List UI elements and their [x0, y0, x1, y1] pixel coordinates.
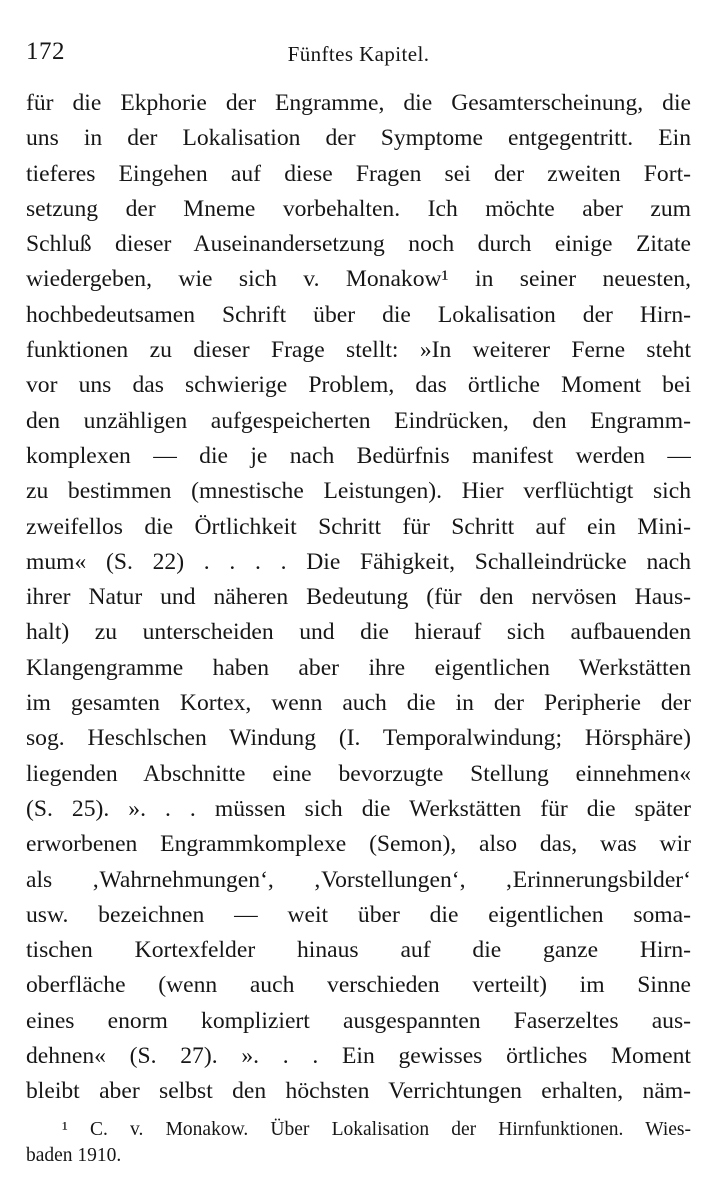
text-line: bleibt aber selbst den höchsten Verrichtungen erhalten, näm- [26, 1078, 691, 1105]
text-line: im gesamten Kortex, wenn auch die in der Peripherie der [26, 690, 691, 717]
text-line: zu bestimmen (mnestische Leistungen). Hier verflüchtigt sich [26, 478, 691, 505]
footnote-line: ¹ C. v. Monakow. Über Lokalisation der Hirnfunktionen. Wies- [62, 1119, 691, 1140]
page-header [26, 38, 691, 70]
text-line: für die Ekphorie der Engramme, die Gesamterscheinung, die [26, 90, 691, 116]
text-line: den unzähligen aufgespeicherten Eindrücken, den Engramm- [26, 407, 691, 434]
text-line: tieferes Eingehen auf diese Fragen sei der zweiten Fort- [26, 160, 691, 187]
text-line: ihrer Natur und näheren Bedeutung (für den nervösen Haus- [26, 584, 691, 611]
text-line: zweifellos die Örtlichkeit Schritt für Schritt auf ein Mini- [26, 513, 691, 540]
text-line: erworbenen Engrammkomplexe (Semon), also das, was wir [26, 831, 691, 858]
page-number: 172 [26, 38, 65, 65]
text-line: eines enorm kompliziert ausgespannten Faserzeltes aus- [26, 1007, 691, 1034]
text-line: dehnen« (S. 27). ». . . Ein gewisses örtliches Moment [26, 1043, 691, 1070]
text-line: tischen Kortexfelder hinaus auf die ganze Hirn- [26, 937, 691, 964]
text-line: oberfläche (wenn auch verschieden verteilt) im Sinne [26, 972, 691, 999]
footnote [26, 1117, 691, 1169]
text-line: usw. bezeichnen — weit über die eigentlichen soma- [26, 901, 691, 928]
main-text [26, 86, 691, 1110]
text-line: mum« (S. 22) . . . . Die Fähigkeit, Schalleindrücke nach [26, 548, 691, 575]
text-line: uns in der Lokalisation der Symptome entgegentritt. Ein [26, 125, 691, 152]
text-line: Klangengramme haben aber ihre eigentlichen Werkstätten [26, 654, 691, 681]
text-line: setzung der Mneme vorbehalten. Ich möchte aber zum [26, 195, 691, 222]
text-line: als ‚Wahrnehmungen‘, ‚Vorstellungen‘, ‚Erinnerungsbilder‘ [26, 866, 691, 893]
text-line: wiedergeben, wie sich v. Monakow¹ in seiner neuesten, [26, 266, 691, 293]
text-line: liegenden Abschnitte eine bevorzugte Stellung einnehmen« [26, 760, 691, 787]
text-line: funktionen zu dieser Frage stellt: »In weiterer Ferne steht [26, 337, 691, 364]
running-head: Fünftes Kapitel. [287, 42, 430, 66]
text-line: sog. Heschlschen Windung (I. Temporalwindung; Hörsphäre) [26, 725, 691, 752]
footnote-line: baden 1910. [26, 1145, 122, 1166]
text-line: hochbedeutsamen Schrift über die Lokalisation der Hirn- [26, 301, 691, 328]
text-line: komplexen — die je nach Bedürfnis manifest werden — [26, 442, 691, 469]
text-line: vor uns das schwierige Problem, das örtliche Moment bei [26, 372, 691, 399]
text-line: halt) zu unterscheiden und die hierauf sich aufbauenden [26, 619, 691, 646]
text-line: (S. 25). ». . . müssen sich die Werkstätten für die später [26, 795, 691, 822]
text-line: Schluß dieser Auseinandersetzung noch durch einige Zitate [26, 231, 691, 258]
